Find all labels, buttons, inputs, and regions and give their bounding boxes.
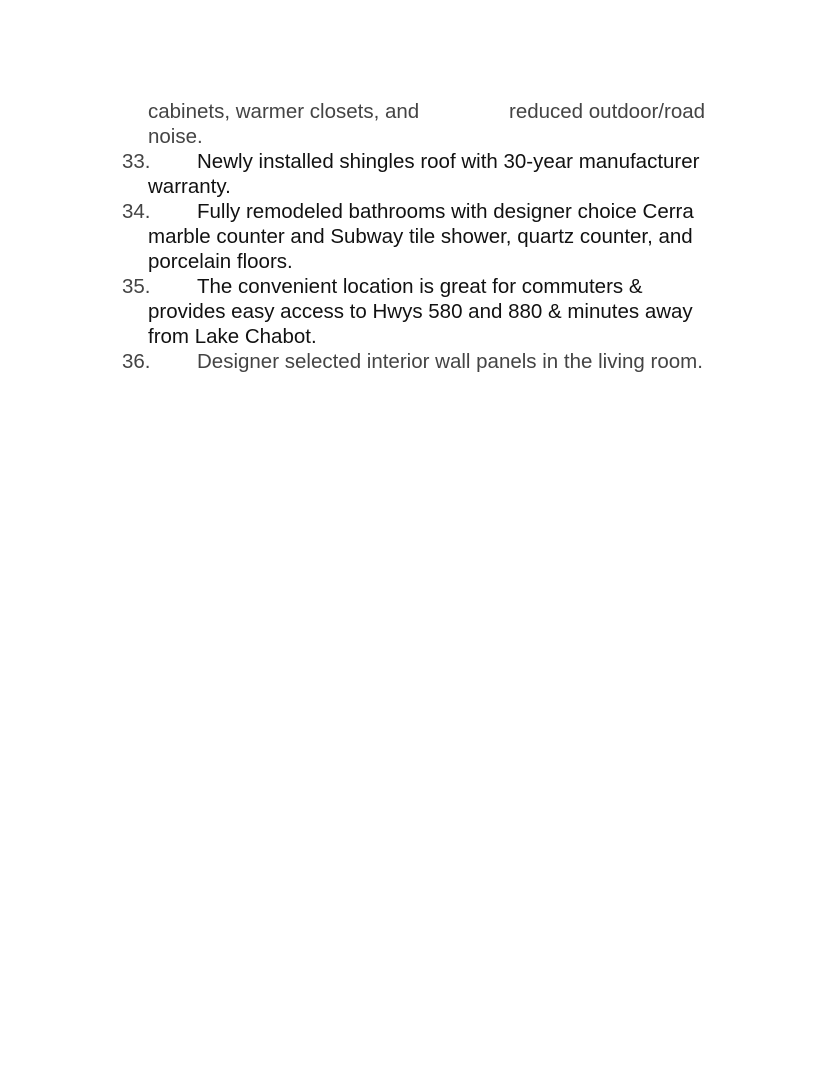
list-item-line: The convenient location is great for commuters & — [197, 275, 643, 298]
list-item-line: from Lake Chabot. — [148, 325, 317, 348]
list-item-number: 34. — [122, 200, 151, 223]
continuation-right-text: reduced outdoor/road — [509, 100, 706, 123]
list-item-number: 35. — [122, 275, 151, 298]
list-item-line: porcelain floors. — [148, 250, 293, 273]
list-item-number: 33. — [122, 150, 151, 173]
list-item-line: provides easy access to Hwys 580 and 880 & minutes away — [148, 300, 693, 323]
list-item-number: 36. — [122, 350, 151, 373]
list-item-line: Fully remodeled bathrooms with designer choice Cerra — [197, 200, 694, 223]
list-item-line: Newly installed shingles roof with 30-year manufacturer — [197, 150, 700, 173]
continuation-left-text: cabinets, warmer closets, and — [148, 100, 420, 123]
list-item-line: warranty. — [148, 175, 231, 198]
list-item-line: marble counter and Subway tile shower, quartz counter, and — [148, 225, 693, 248]
continuation-tail-text: noise. — [148, 125, 203, 148]
list-item-line: Designer selected interior wall panels in the living room. — [197, 350, 703, 373]
